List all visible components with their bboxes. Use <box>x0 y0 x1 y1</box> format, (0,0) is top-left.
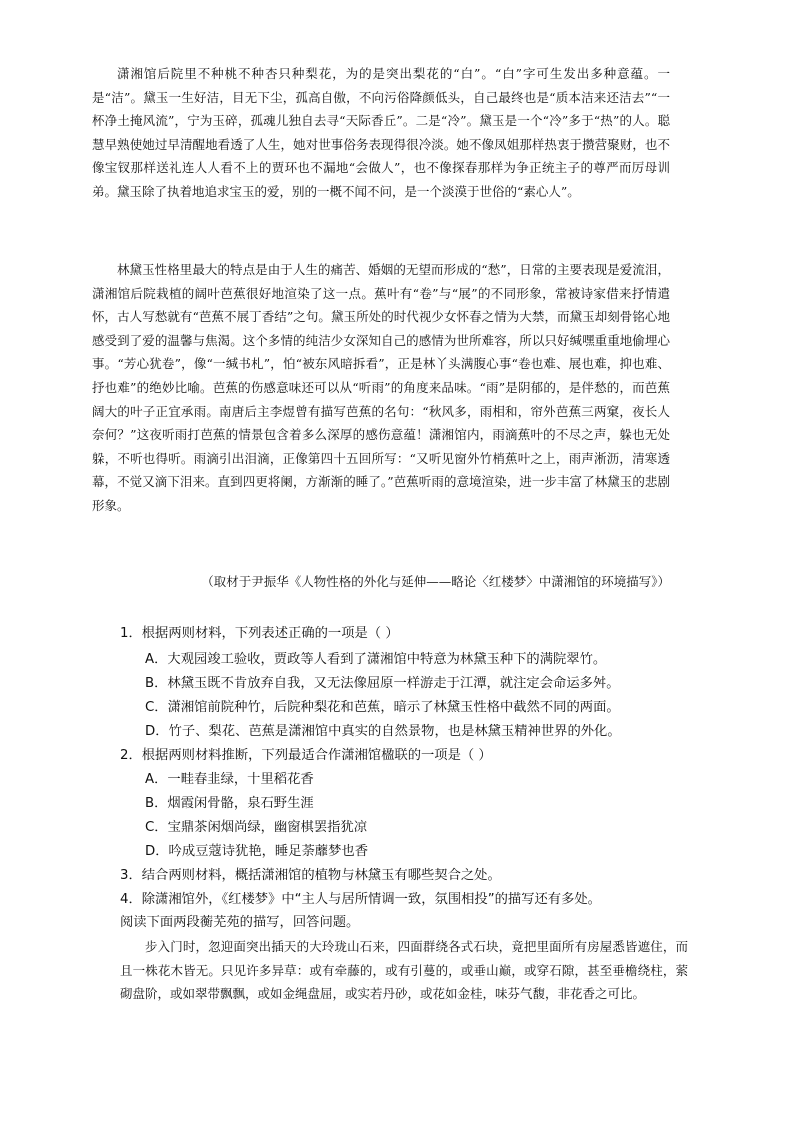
question-1-option-a: A．大观园竣工验收，贾政等人看到了潇湘馆中特意为林黛玉种下的满院翠竹。 <box>145 652 607 667</box>
question-2-option-a: A．一畦春韭绿，十里稻花香 <box>145 772 314 787</box>
passage-source: （取材于尹振华《人物性格的外化与延伸——略论〈红楼梦〉中潇湘馆的环境描写》） <box>201 574 670 589</box>
question-1-option-c: C．潇湘馆前院种竹，后院种梨花和芭蕉，暗示了林黛玉性格中截然不同的两面。 <box>145 700 620 715</box>
question-1-option-b: B．林黛玉既不肯放弃自我，又无法像屈原一样游走于江潭，就注定会命运多舛。 <box>145 676 620 691</box>
passage-paragraph-2: 林黛玉性格里最大的特点是由于人生的痛苦、婚姻的无望而形成的“愁”，日常的主要表现是爱流泪，潇湘馆后院栽植的阔叶芭蕉很好地渲染了这一点。蕉叶有“卷”与“展”的不同形象，常被诗家借来抒情遣怀，古人写愁就有“芭蕉不展丁香结”之句。黛玉所处的时代视少女怀春之情为大禁，而黛玉却刻骨铭心地感受到了爱的温馨与焦渴。这个多情的纯洁少女深知自己的感情为世所难容，所以只好缄嘿重重地偷埋心事。“芳心犹卷”，像“一缄书札”，怕“被东风暗拆看”，正是林丫头满腹心事“卷也难、展也难，抑也难、抒也难”的绝妙比喻。芭蕉的伤感意味还可以从“听雨”的角度来品味。“雨”是阴郁的，是伴愁的，而芭蕉阔大的叶子正宜承雨。南唐后主李煜曾有描写芭蕉的名句：“秋风多，雨相和，帘外芭蕉三两窠，夜长人奈何？”这夜听雨打芭蕉的情景包含着多么深厚的感伤意蕴！潇湘馆内，雨滴蕉叶的不尽之声，躲也无处躲，不听也得听。雨滴引出泪滴，正像第四十五回所写：“又听见窗外竹梢蕉叶之上，雨声淅沥，清寒透幕，不觉又滴下泪来。直到四更将阑，方渐渐的睡了。”芭蕉听雨的意境渲染，进一步丰富了林黛玉的悲剧形象。 <box>92 262 670 513</box>
question-3-stem: 3．结合两则材料，概括潇湘馆的植物与林黛玉有哪些契合之处。 <box>120 868 501 883</box>
question-4-stem: 4．除潇湘馆外，《红楼梦》中“主人与居所情调一致，氛围相投”的描写还有多处。 <box>120 892 601 907</box>
question-2-option-d: D．吟成豆蔻诗犹艳，睡足荼蘼梦也香 <box>145 844 368 859</box>
question-2-option-b: B．烟霞闲骨骼，泉石野生涯 <box>145 796 314 811</box>
question-2-stem: 2．根据两则材料推断，下列最适合作潇湘馆楹联的一项是（ ） <box>120 748 492 763</box>
excerpt-paragraph: 步入门时，忽迎面突出插天的大玲珑山石来，四面群绕各式石块，竟把里面所有房屋悉皆遮住，而且一株花木皆无。只见许多异草：或有牵藤的，或有引蔓的，或垂山巅，或穿石隙，甚至垂檐绕柱，萦砌盘阶，或如翠带飘飘，或如金绳盘屈，或实若丹砂，或花如金桂，味芬气馥，非花香之可比。 <box>120 939 688 1002</box>
question-2-option-c: C．宝鼎茶闲烟尚绿，幽窗棋罢指犹凉 <box>145 820 368 835</box>
reading-prompt: 阅读下面两段蘅芜苑的描写，回答问题。 <box>120 915 360 930</box>
question-1-option-d: D．竹子、梨花、芭蕉是潇湘馆中真实的自然景物，也是林黛玉精神世界的外化。 <box>145 724 621 739</box>
passage-paragraph-1: 潇湘馆后院里不种桃不种杏只种梨花，为的是突出梨花的“白”。“白”字可生发出多种意蕴。一是“洁”。黛玉一生好洁，目无下尘，孤高自傲，不向污俗降颜低头，自己最终也是“质本洁来还洁去”“一杯净土掩风流”，宁为玉碎，孤魂儿独自去寻“天际香丘”。二是“冷”。黛玉是一个“冷”多于“热”的人。聪慧早熟使她过早清醒地看透了人生，她对世事俗务表现得很冷淡。她不像凤姐那样热衷于攒营聚财，也不像宝钗那样送礼连人人看不上的贾环也不漏地“会做人”，也不像探春那样为争正统主子的尊严而厉母训弟。黛玉除了执着地追求宝玉的爱，别的一概不闻不问，是一个淡漠于世俗的“素心人”。 <box>92 66 670 199</box>
question-1-stem: 1．根据两则材料，下列表述正确的一项是（ ） <box>120 626 399 641</box>
